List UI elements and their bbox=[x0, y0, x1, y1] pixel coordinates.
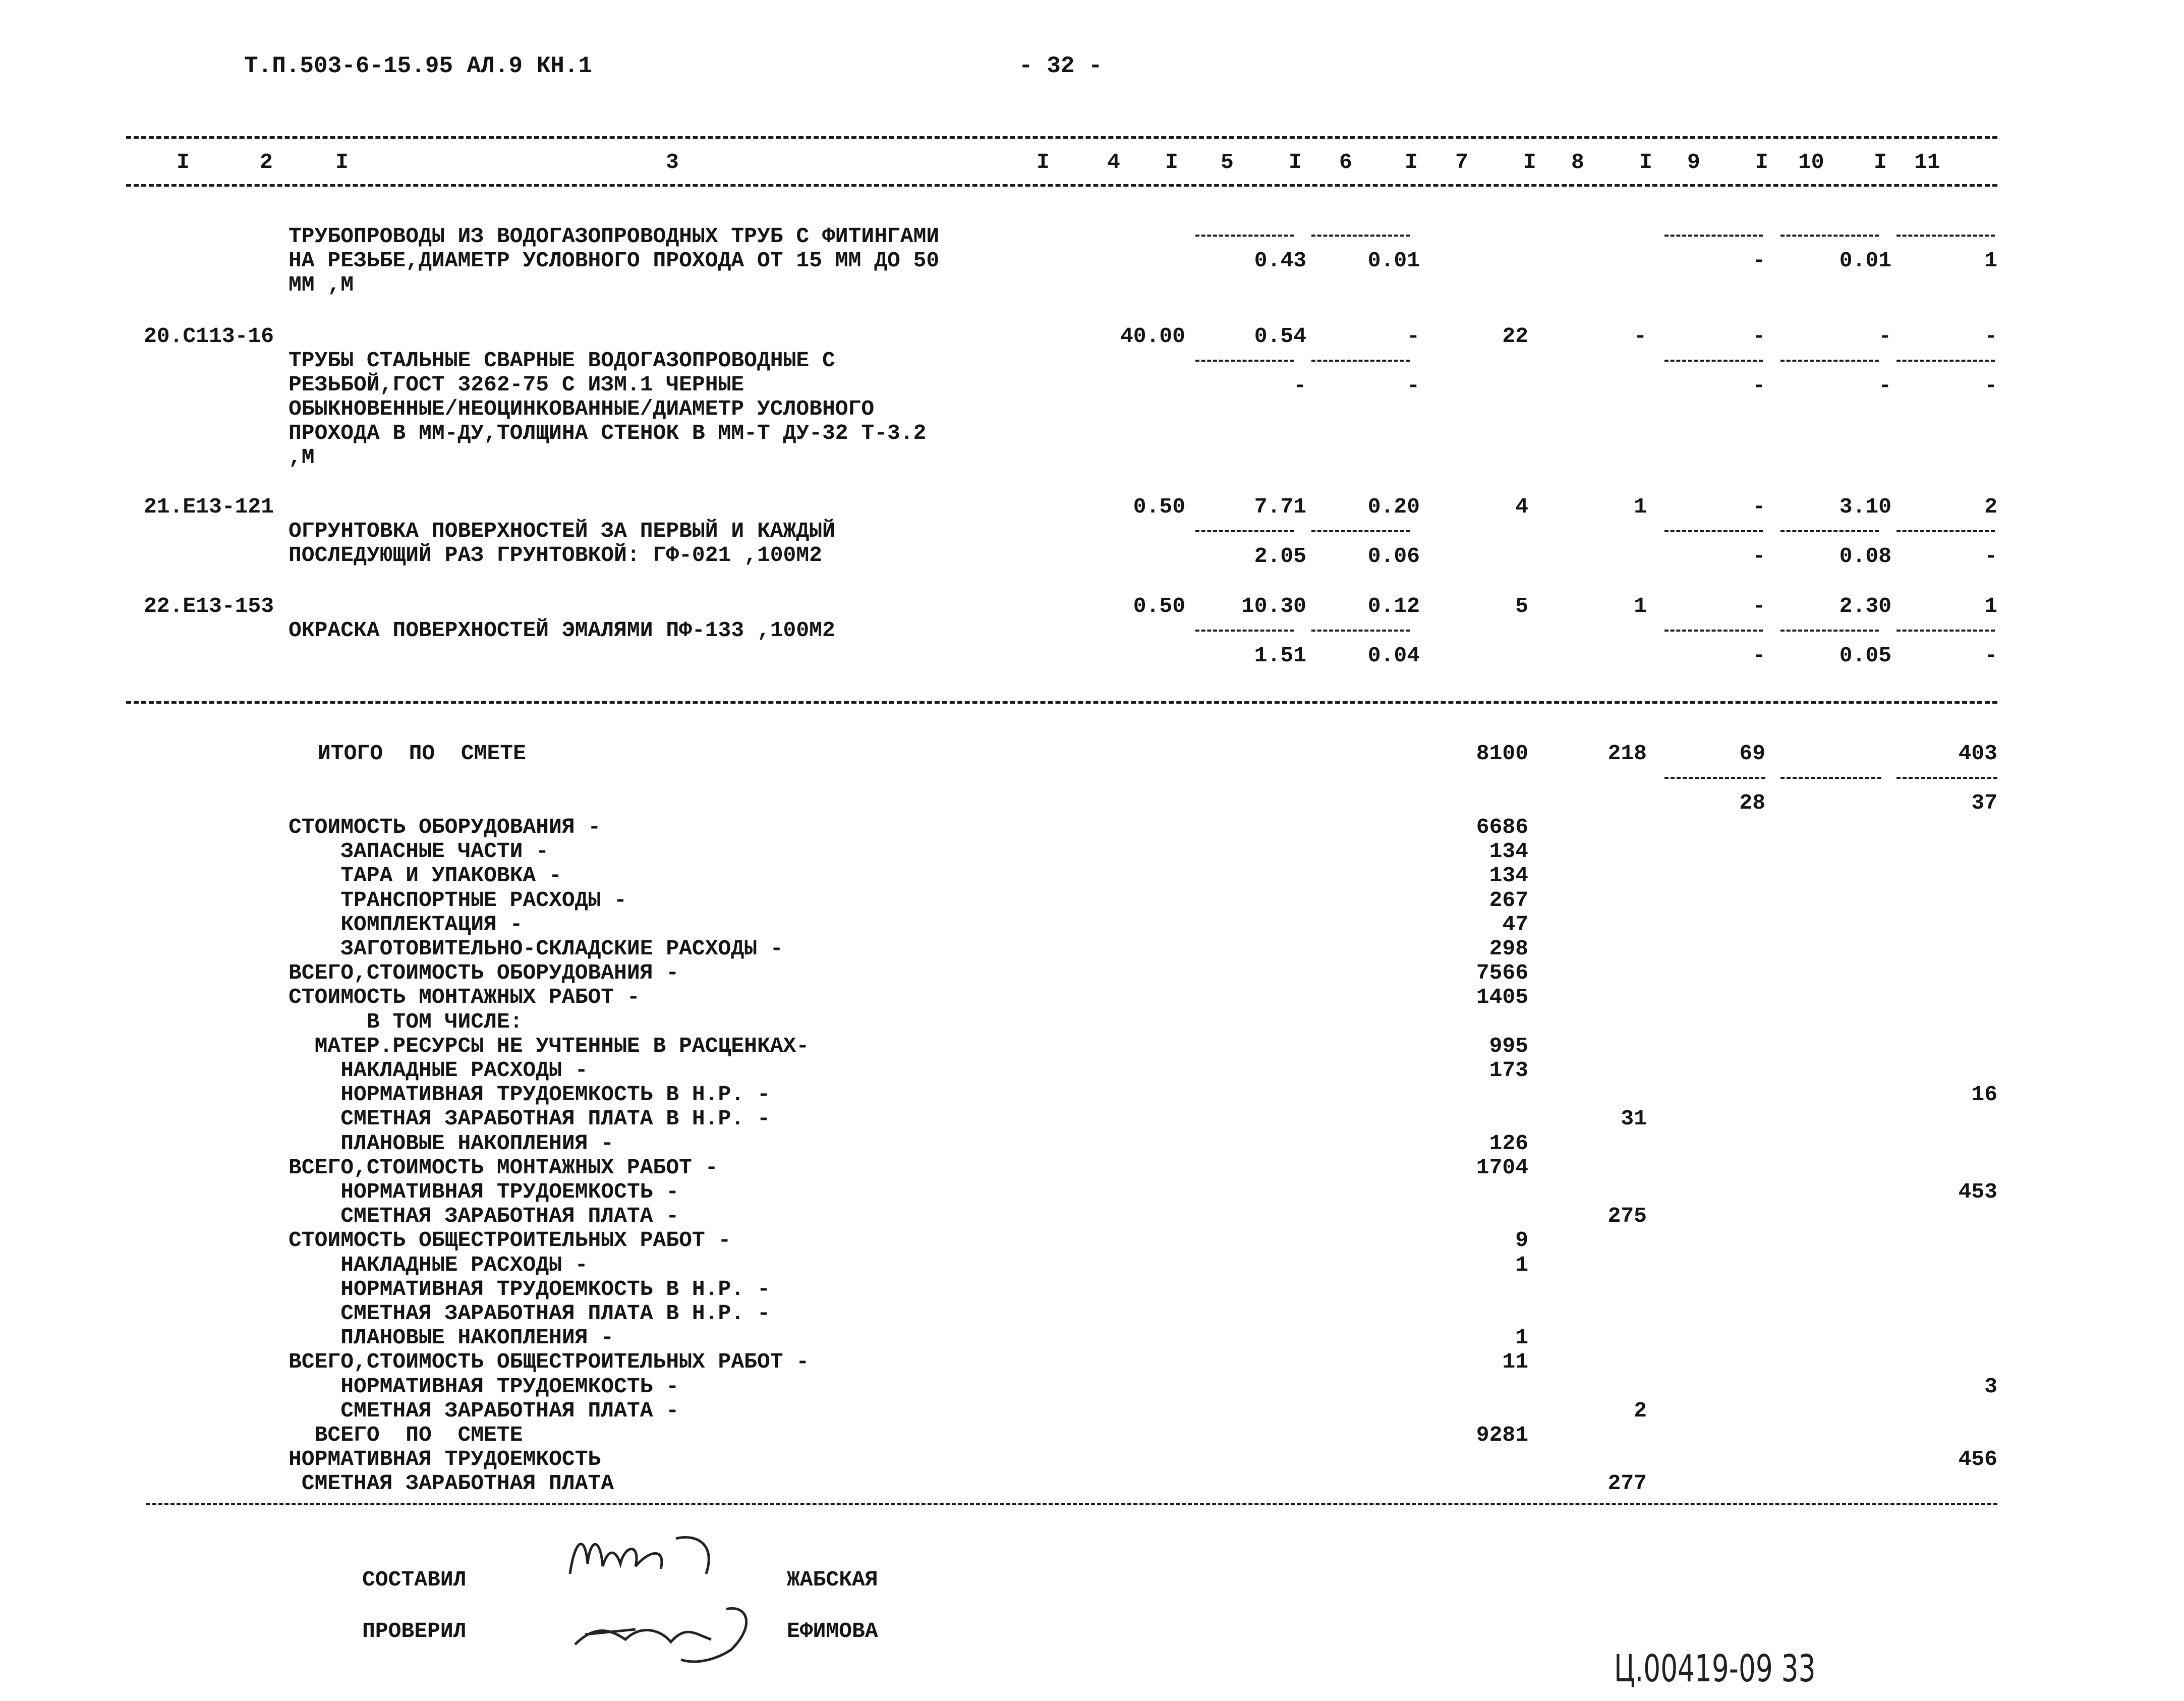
item-code: 20.С113-16 bbox=[144, 324, 274, 349]
dash-underline bbox=[1780, 777, 1881, 779]
summary-label: НОРМАТИВНАЯ ТРУДОЕМКОСТЬ - bbox=[289, 1374, 679, 1399]
cell-c11: - bbox=[1984, 544, 1997, 569]
summary-c7: 9281 bbox=[1476, 1423, 1528, 1447]
cell-c11: - bbox=[1984, 373, 1997, 398]
summary-label: НАКЛАДНЫЕ РАСХОДЫ - bbox=[289, 1058, 588, 1083]
column-separator: I bbox=[1874, 150, 1887, 175]
column-number: 5 bbox=[1221, 150, 1234, 175]
dash-underline bbox=[1664, 630, 1763, 632]
column-number: 8 bbox=[1571, 150, 1584, 175]
cell-c11: 2 bbox=[1984, 494, 1997, 519]
column-separator: I bbox=[335, 150, 349, 175]
signature-name-2: ЕФИМОВА bbox=[787, 1619, 878, 1643]
summary-label: ПЛАНОВЫЕ НАКОПЛЕНИЯ - bbox=[289, 1131, 614, 1156]
summary-label: НОРМАТИВНАЯ ТРУДОЕМКОСТЬ - bbox=[289, 1179, 679, 1204]
column-number: 6 bbox=[1339, 150, 1352, 175]
cell-c9: - bbox=[1752, 643, 1765, 668]
totals-c7: 8100 bbox=[1476, 741, 1528, 766]
cell-c9: - bbox=[1752, 594, 1765, 618]
summary-c7: 6686 bbox=[1476, 815, 1528, 839]
summary-c7: 1704 bbox=[1476, 1155, 1528, 1180]
summary-label: СМЕТНАЯ ЗАРАБОТНАЯ ПЛАТА В Н.Р. - bbox=[289, 1106, 770, 1131]
summary-label: ВСЕГО,СТОИМОСТЬ ОБЩЕСТРОИТЕЛЬНЫХ РАБОТ - bbox=[289, 1349, 810, 1374]
dash-underline bbox=[1896, 235, 1995, 237]
totals-c9: 69 bbox=[1739, 741, 1765, 766]
item-description-line: ТРУБЫ СТАЛЬНЫЕ СВАРНЫЕ ВОДОГАЗОПРОВОДНЫЕ С bbox=[289, 348, 835, 373]
table-header-rule bbox=[126, 184, 1997, 187]
summary-label: НОРМАТИВНАЯ ТРУДОЕМКОСТЬ В Н.Р. - bbox=[289, 1277, 770, 1301]
cell-c11: 1 bbox=[1984, 594, 1997, 618]
totals-label: ИТОГО ПО СМЕТЕ bbox=[318, 741, 526, 766]
summary-label: СТОИМОСТЬ ОБЩЕСТРОИТЕЛЬНЫХ РАБОТ - bbox=[289, 1228, 731, 1253]
cell-c10: 0.08 bbox=[1839, 544, 1891, 569]
summary-c7: 9 bbox=[1515, 1228, 1528, 1253]
cell-c9: - bbox=[1752, 324, 1765, 349]
summary-label: КОМПЛЕКТАЦИЯ - bbox=[289, 912, 523, 937]
column-number: 2 bbox=[260, 150, 273, 175]
dash-underline bbox=[1664, 360, 1763, 362]
cell-c11: 1 bbox=[1984, 248, 1997, 273]
summary-label: ВСЕГО,СТОИМОСТЬ МОНТАЖНЫХ РАБОТ - bbox=[289, 1155, 718, 1180]
item-description-line: ТРУБОПРОВОДЫ ИЗ ВОДОГАЗОПРОВОДНЫХ ТРУБ С ФИТИНГАМИ bbox=[289, 224, 940, 249]
summary-label: СТОИМОСТЬ МОНТАЖНЫХ РАБОТ - bbox=[289, 985, 640, 1009]
column-separator: I bbox=[1639, 150, 1652, 175]
cell-c8: 1 bbox=[1634, 494, 1647, 519]
cell-c5: 0.54 bbox=[1254, 324, 1306, 349]
dash-underline bbox=[1896, 530, 1995, 532]
summary-c8: 2 bbox=[1634, 1398, 1647, 1423]
cell-c11: - bbox=[1984, 324, 1997, 349]
summary-label: НОРМАТИВНАЯ ТРУДОЕМКОСТЬ bbox=[289, 1447, 601, 1471]
dash-underline bbox=[1195, 630, 1294, 632]
summary-c8: 275 bbox=[1607, 1204, 1647, 1228]
summary-c7: 47 bbox=[1502, 912, 1528, 937]
cell-c5: 7.71 bbox=[1254, 494, 1306, 519]
cell-c8: 1 bbox=[1634, 594, 1647, 618]
bottom-rule bbox=[146, 1503, 1997, 1505]
summary-label: В ТОМ ЧИСЛЕ: bbox=[289, 1009, 523, 1034]
signature-scribble-1 bbox=[565, 1528, 757, 1584]
summary-c7: 173 bbox=[1489, 1058, 1528, 1083]
column-number: 3 bbox=[666, 150, 679, 175]
cell-c10: 3.10 bbox=[1839, 494, 1891, 519]
cell-c10: 2.30 bbox=[1839, 594, 1891, 618]
summary-c7: 1 bbox=[1515, 1253, 1528, 1277]
dash-underline bbox=[1664, 235, 1763, 237]
cell-c8: - bbox=[1634, 324, 1647, 349]
cell-c10: 0.01 bbox=[1839, 248, 1891, 273]
signature-scribble-2 bbox=[565, 1594, 777, 1670]
summary-label: СМЕТНАЯ ЗАРАБОТНАЯ ПЛАТА - bbox=[289, 1204, 679, 1228]
item-description-line: РЕЗЬБОЙ,ГОСТ 3262-75 С ИЗМ.1 ЧЕРНЫЕ bbox=[289, 372, 744, 397]
column-separator: I bbox=[1405, 150, 1418, 175]
dash-underline bbox=[1311, 630, 1410, 632]
dash-underline bbox=[1896, 777, 1997, 779]
cell-c7: 5 bbox=[1515, 594, 1528, 618]
summary-c7: 267 bbox=[1489, 888, 1528, 913]
summary-c7: 298 bbox=[1489, 936, 1528, 961]
item-description-line: ,М bbox=[289, 445, 315, 470]
summary-label: ТАРА И УПАКОВКА - bbox=[289, 863, 562, 888]
cell-c10: - bbox=[1878, 373, 1891, 398]
column-separator: I bbox=[1037, 150, 1050, 175]
totals-c9-sub: 28 bbox=[1739, 790, 1765, 815]
summary-c11: 453 bbox=[1958, 1179, 1997, 1204]
column-separator: I bbox=[177, 150, 190, 175]
summary-label: ВСЕГО ПО СМЕТЕ bbox=[289, 1423, 523, 1447]
column-number: 10 bbox=[1798, 150, 1824, 175]
table-top-rule bbox=[126, 136, 1997, 139]
cell-c11: - bbox=[1984, 643, 1997, 668]
item-code: 22.Е13-153 bbox=[144, 594, 274, 618]
doc-code: Т.П.503-6-15.95 АЛ.9 КН.1 bbox=[244, 53, 593, 79]
cell-c7: 22 bbox=[1502, 324, 1528, 349]
cell-c9: - bbox=[1752, 248, 1765, 273]
summary-label: ЗАГОТОВИТЕЛЬНО-СКЛАДСКИЕ РАСХОДЫ - bbox=[289, 936, 783, 961]
summary-label: НОРМАТИВНАЯ ТРУДОЕМКОСТЬ В Н.Р. - bbox=[289, 1082, 770, 1107]
cell-c6: 0.01 bbox=[1367, 248, 1420, 273]
dash-underline bbox=[1311, 235, 1410, 237]
item-description-line: ОГРУНТОВКА ПОВЕРХНОСТЕЙ ЗА ПЕРВЫЙ И КАЖДЫЙ bbox=[289, 519, 835, 543]
cell-c5: 2.05 bbox=[1254, 544, 1306, 569]
column-number: 4 bbox=[1107, 150, 1120, 175]
item-description-line: ММ ,М bbox=[289, 272, 354, 297]
summary-c7: 7566 bbox=[1476, 960, 1528, 985]
cell-c9: - bbox=[1752, 494, 1765, 519]
archive-stamp: Ц.00419-09 33 bbox=[1614, 1647, 1816, 1690]
totals-c11-sub: 37 bbox=[1971, 790, 1997, 815]
item-description-line: ОКРАСКА ПОВЕРХНОСТЕЙ ЭМАЛЯМИ ПФ-133 ,100М2 bbox=[289, 618, 835, 643]
summary-c7: 126 bbox=[1489, 1131, 1528, 1156]
cell-c5: 1.51 bbox=[1254, 643, 1306, 668]
item-description-line: ПОСЛЕДУЮЩИЙ РАЗ ГРУНТОВКОЙ: ГФ-021 ,100М2 bbox=[289, 543, 822, 568]
summary-label: ТРАНСПОРТНЫЕ РАСХОДЫ - bbox=[289, 888, 627, 913]
summary-c8: 277 bbox=[1607, 1471, 1647, 1496]
dash-underline bbox=[1780, 530, 1879, 532]
cell-c10: - bbox=[1878, 324, 1891, 349]
summary-c11: 456 bbox=[1958, 1447, 1997, 1471]
dash-underline bbox=[1780, 630, 1879, 632]
cell-c6: 0.06 bbox=[1367, 544, 1420, 569]
column-separator: I bbox=[1523, 150, 1536, 175]
summary-c8: 31 bbox=[1621, 1106, 1647, 1131]
cell-c6: - bbox=[1407, 324, 1420, 349]
summary-c7: 134 bbox=[1489, 863, 1528, 888]
column-number: 9 bbox=[1687, 150, 1700, 175]
summary-c11: 16 bbox=[1971, 1082, 1997, 1107]
dash-underline bbox=[1195, 530, 1294, 532]
summary-c7: 1405 bbox=[1476, 985, 1528, 1009]
item-description-line: НА РЕЗЬБЕ,ДИАМЕТР УСЛОВНОГО ПРОХОДА ОТ 15 ММ ДО 50 bbox=[289, 248, 940, 273]
item-description-line: ПРОХОДА В ММ-ДУ,ТОЛЩИНА СТЕНОК В ММ-Т ДУ-32 Т-3.2 bbox=[289, 421, 927, 445]
summary-label: МАТЕР.РЕСУРСЫ НЕ УЧТЕННЫЕ В РАСЦЕНКАХ- bbox=[289, 1034, 810, 1058]
cell-c9: - bbox=[1752, 373, 1765, 398]
dash-underline bbox=[1311, 530, 1410, 532]
cell-c6: 0.04 bbox=[1367, 643, 1420, 668]
cell-c5: 10.30 bbox=[1241, 594, 1306, 618]
cell-c4: 0.50 bbox=[1133, 494, 1185, 519]
cell-c4: 40.00 bbox=[1120, 324, 1185, 349]
summary-label: ЗАПАСНЫЕ ЧАСТИ - bbox=[289, 839, 549, 864]
page-number: - 32 - bbox=[1019, 53, 1103, 79]
dash-underline bbox=[1896, 360, 1995, 362]
item-code: 21.Е13-121 bbox=[144, 494, 274, 519]
summary-label: ВСЕГО,СТОИМОСТЬ ОБОРУДОВАНИЯ - bbox=[289, 960, 679, 985]
dash-underline bbox=[1311, 360, 1410, 362]
dash-underline bbox=[1896, 630, 1995, 632]
cell-c6: 0.12 bbox=[1367, 594, 1420, 618]
cell-c5: - bbox=[1293, 373, 1306, 398]
signature-role-2: ПРОВЕРИЛ bbox=[362, 1619, 467, 1643]
summary-label: СМЕТНАЯ ЗАРАБОТНАЯ ПЛАТА В Н.Р. - bbox=[289, 1301, 770, 1326]
cell-c6: 0.20 bbox=[1367, 494, 1420, 519]
cell-c4: 0.50 bbox=[1133, 594, 1185, 618]
cell-c7: 4 bbox=[1515, 494, 1528, 519]
item-description-line: ОБЫКНОВЕННЫЕ/НЕОЦИНКОВАННЫЕ/ДИАМЕТР УСЛОВНОГО bbox=[289, 396, 875, 421]
summary-c7: 134 bbox=[1489, 839, 1528, 864]
summary-label: СМЕТНАЯ ЗАРАБОТНАЯ ПЛАТА bbox=[289, 1471, 614, 1496]
cell-c10: 0.05 bbox=[1839, 643, 1891, 668]
cell-c6: - bbox=[1407, 373, 1420, 398]
summary-c7: 11 bbox=[1502, 1349, 1528, 1374]
column-number: 11 bbox=[1914, 150, 1940, 175]
summary-label: СМЕТНАЯ ЗАРАБОТНАЯ ПЛАТА - bbox=[289, 1398, 679, 1423]
dash-underline bbox=[1780, 235, 1879, 237]
dash-underline bbox=[1780, 360, 1879, 362]
summary-c7: 995 bbox=[1489, 1034, 1528, 1058]
summary-label: НАКЛАДНЫЕ РАСХОДЫ - bbox=[289, 1253, 588, 1277]
summary-label: СТОИМОСТЬ ОБОРУДОВАНИЯ - bbox=[289, 815, 601, 839]
cell-c5: 0.43 bbox=[1254, 248, 1306, 273]
dash-underline bbox=[1664, 777, 1765, 779]
signature-role-1: СОСТАВИЛ bbox=[362, 1567, 467, 1592]
totals-c8: 218 bbox=[1607, 741, 1647, 766]
column-separator: I bbox=[1755, 150, 1768, 175]
dash-underline bbox=[1664, 530, 1763, 532]
summary-c7: 1 bbox=[1515, 1325, 1528, 1350]
signature-name-1: ЖАБСКАЯ bbox=[787, 1567, 878, 1592]
column-separator: I bbox=[1289, 150, 1302, 175]
column-number: 7 bbox=[1455, 150, 1468, 175]
totals-separator-rule bbox=[126, 701, 1997, 704]
dash-underline bbox=[1195, 235, 1294, 237]
summary-c11: 3 bbox=[1984, 1374, 1997, 1399]
cell-c9: - bbox=[1752, 544, 1765, 569]
dash-underline bbox=[1195, 360, 1294, 362]
summary-label: ПЛАНОВЫЕ НАКОПЛЕНИЯ - bbox=[289, 1325, 614, 1350]
column-separator: I bbox=[1165, 150, 1178, 175]
totals-c11: 403 bbox=[1958, 741, 1997, 766]
